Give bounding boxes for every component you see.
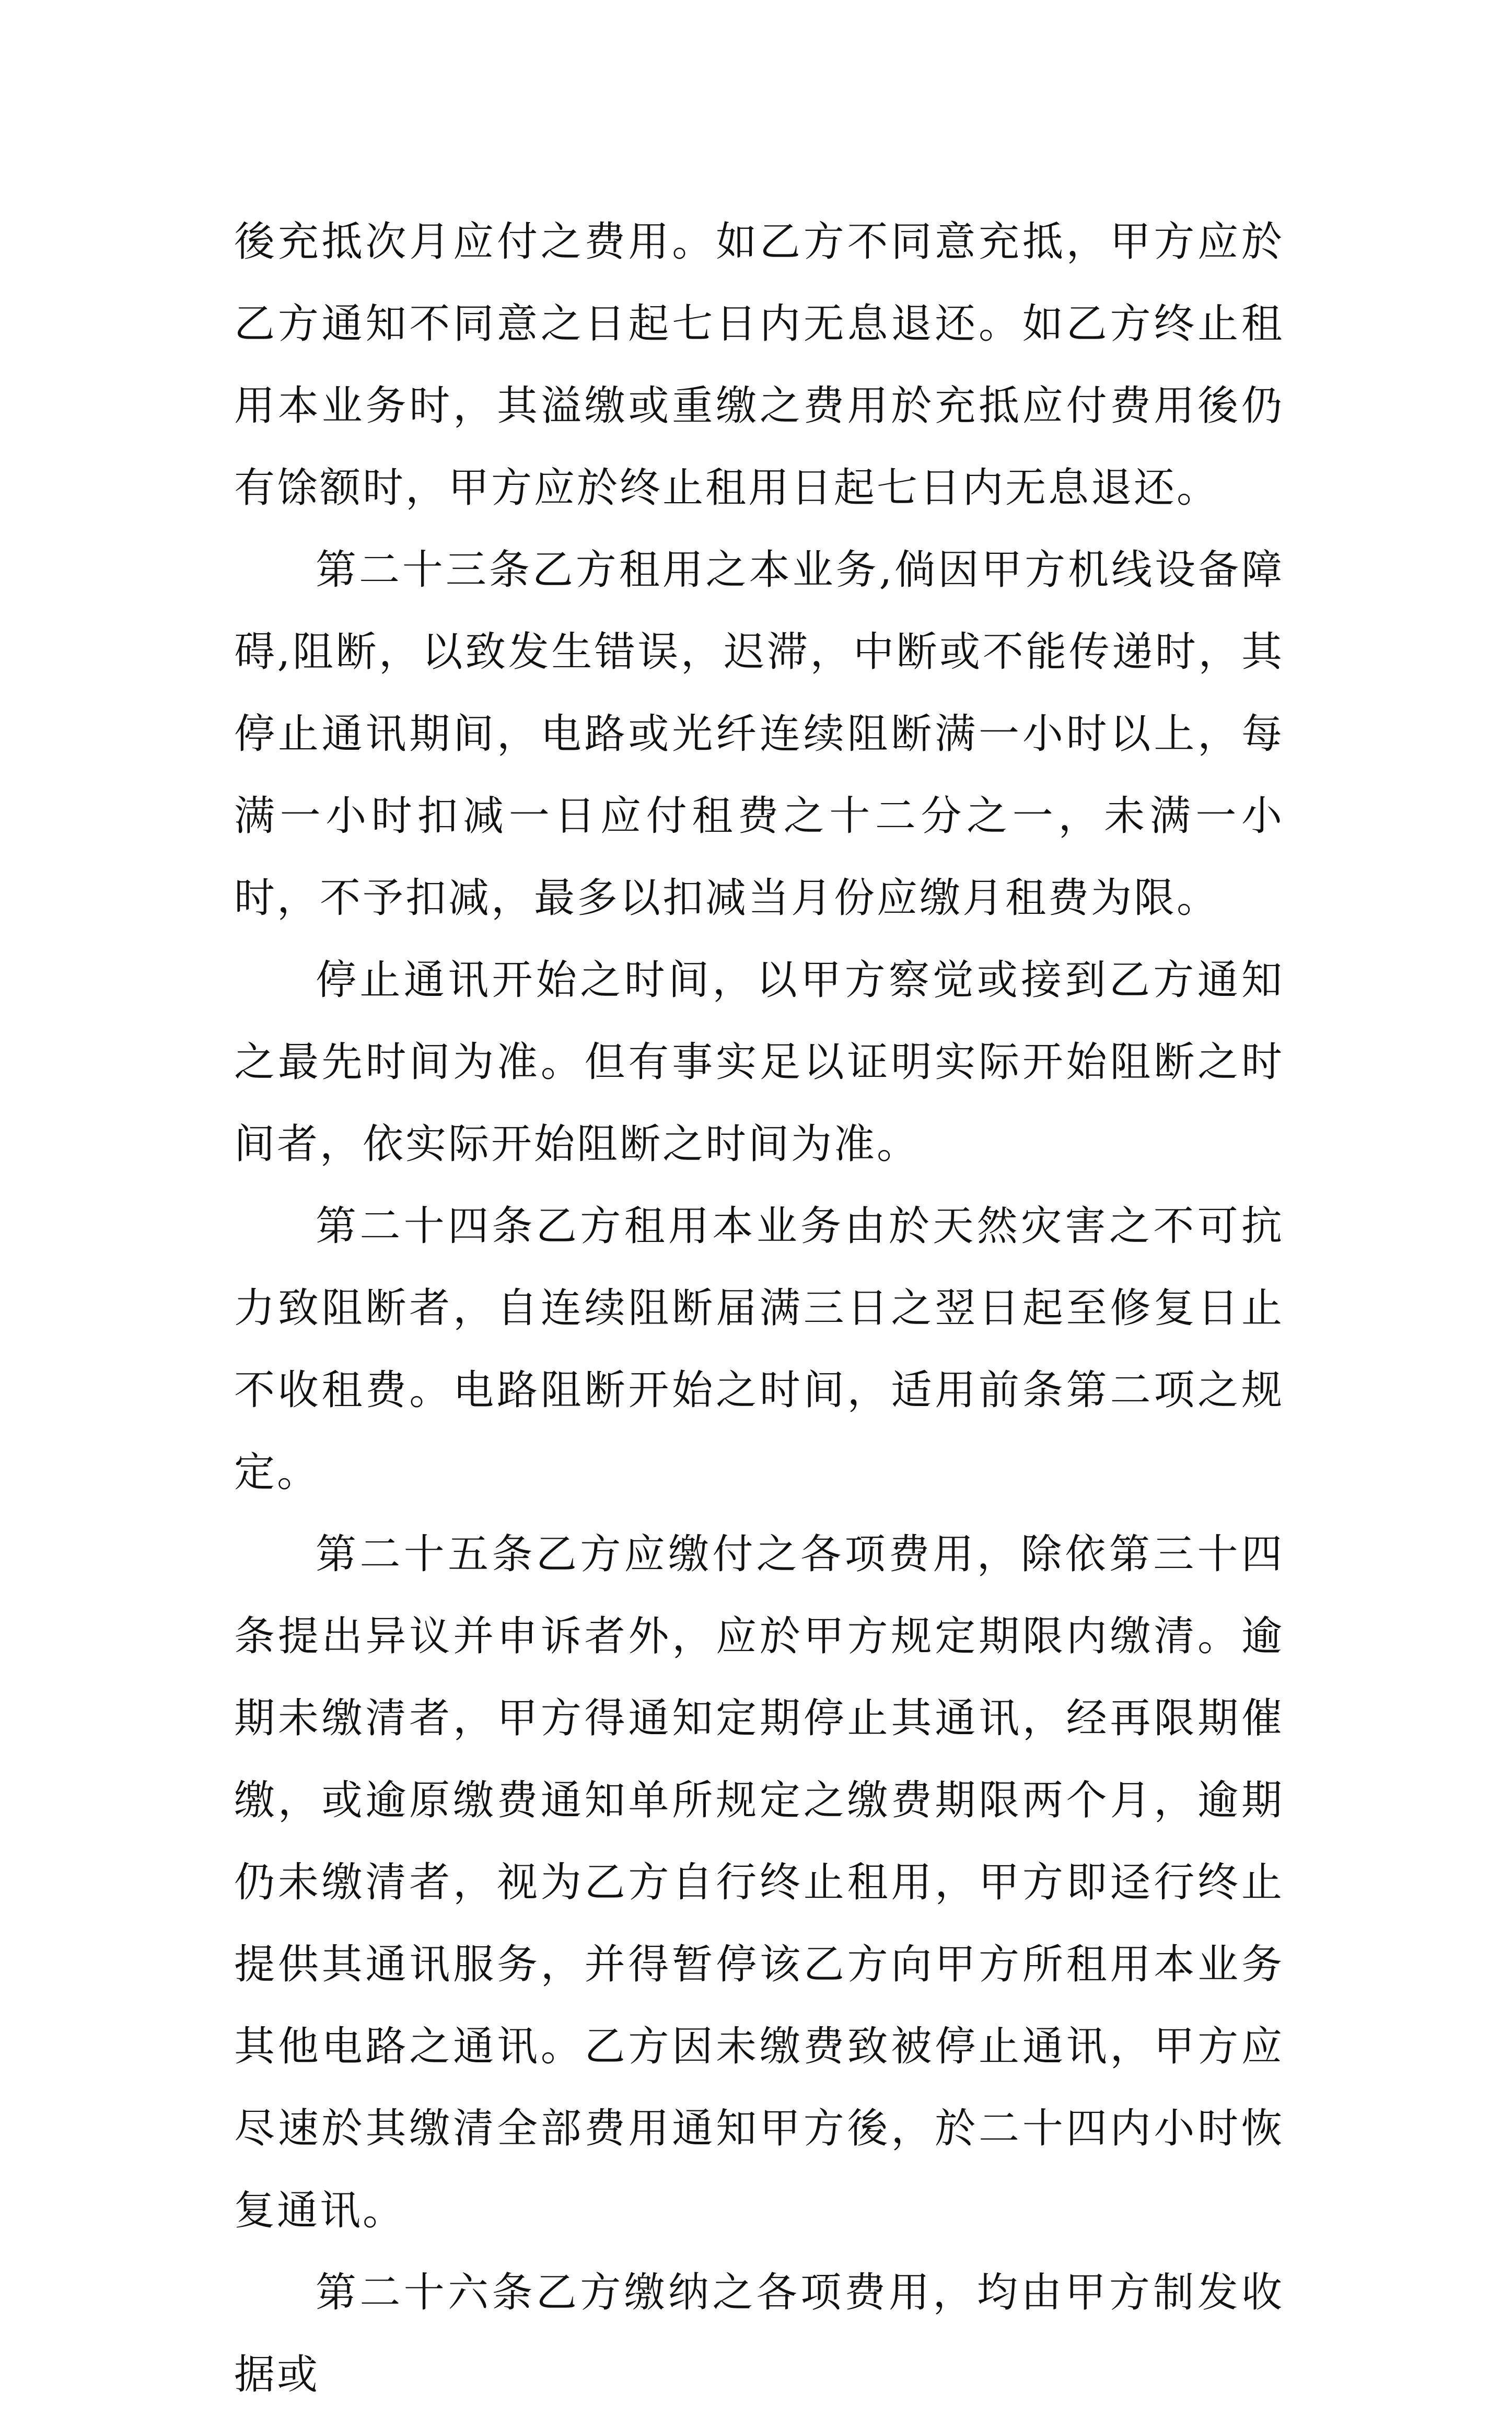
document-page	[234, 201, 1284, 2416]
paragraph-article-23-item-2: 停止通讯开始之时间，以甲方察觉或接到乙方通知之最先时间为准。但有事实足以证明实际开始阻断之时间者，依实际开始阻断之时间为准。	[234, 957, 1284, 1168]
paragraph-article-23: 第二十三条乙方租用之本业务,倘因甲方机线设备障碍,阻断，以致发生错误，迟滞，中断或不能传递时，其停止通讯期间，电路或光纤连续阻断满一小时以上，每满一小时扣减一日应付租费之十二分之一，未满一小时，不予扣减，最多以扣减当月份应缴月租费为限。	[234, 547, 1284, 922]
paragraph-continuation: 後充抵次月应付之费用。如乙方不同意充抵，甲方应於乙方通知不同意之日起七日内无息退还。如乙方终止租用本业务时，其溢缴或重缴之费用於充抵应付费用後仍有馀额时，甲方应於终止租用日起七日内无息退还。	[234, 218, 1284, 512]
paragraph-article-24: 第二十四条乙方租用本业务由於天然灾害之不可抗力致阻断者，自连续阻断届满三日之翌日起至修复日止不收租费。电路阻断开始之时间，适用前条第二项之规定。	[234, 1203, 1284, 1496]
paragraph-article-25: 第二十五条乙方应缴付之各项费用，除依第三十四条提出异议并申诉者外，应於甲方规定期限内缴清。逾期未缴清者，甲方得通知定期停止其通讯，经再限期催缴，或逾原缴费通知单所规定之缴费期限两个月，逾期仍未缴清者，视为乙方自行终止租用，甲方即迳行终止提供其通讯服务，并得暂停该乙方向甲方所租用本业务其他电路之通讯。乙方因未缴费致被停止通讯，甲方应尽速於其缴清全部费用通知甲方後，於二十四内小时恢复通讯。	[234, 1531, 1284, 2234]
paragraph-article-26: 第二十六条乙方缴纳之各项费用，均由甲方制发收据或	[234, 2269, 1284, 2398]
